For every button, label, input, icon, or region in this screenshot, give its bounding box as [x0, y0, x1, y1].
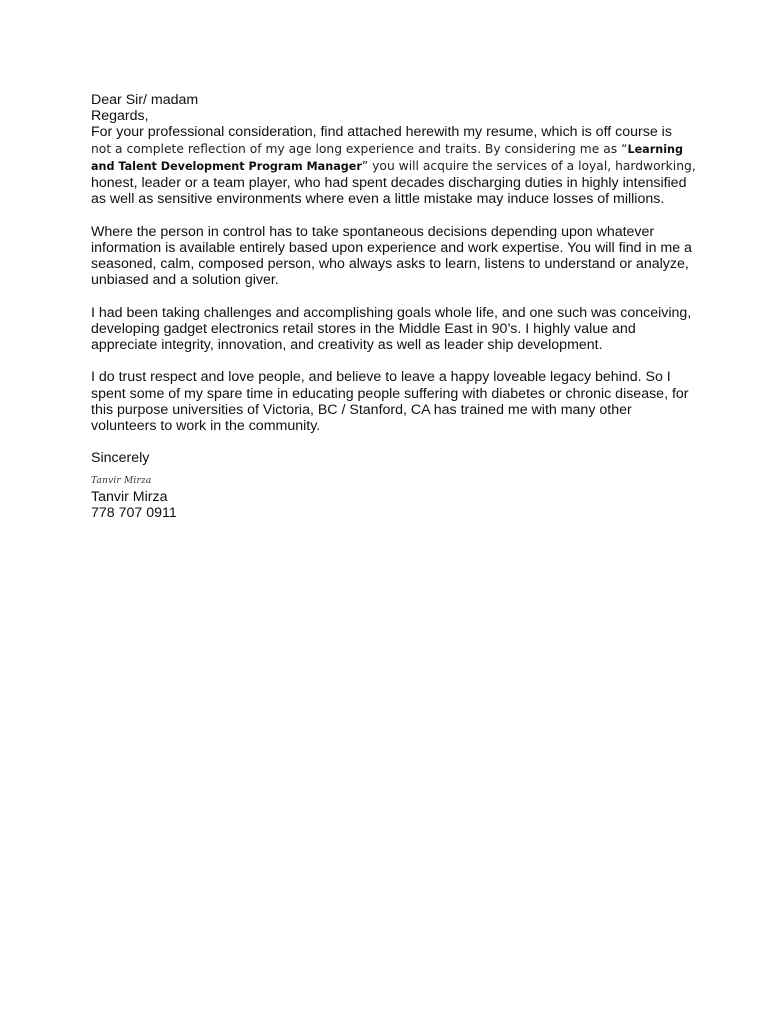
paragraph-1-line-3-alt: ” you will acquire the services of a loyal, hardworking, — [361, 158, 696, 173]
handwritten-signature: Tanvir Mirza — [91, 475, 152, 486]
paragraph-gap — [91, 353, 691, 369]
sender-phone: 778 707 0911 — [91, 504, 177, 521]
paragraph-2-line-1: Where the person in control has to take spontaneous decisions depending upon whatever — [91, 223, 655, 240]
sender-name: Tanvir Mirza — [91, 488, 168, 505]
closing: Sincerely — [91, 450, 150, 467]
paragraph-1 — [91, 124, 696, 208]
role-title-part-2: and Talent Development Program Manager — [91, 159, 362, 173]
paragraph-2-line-3: seasoned, calm, composed person, who always asks to learn, listens to understand or analyze, — [91, 256, 689, 273]
regards-line: Regards, — [91, 108, 149, 125]
paragraph-4 — [91, 369, 691, 434]
paragraph-3-line-3: appreciate integrity, innovation, and creativity as well as leader ship development. — [91, 337, 603, 354]
paragraph-3-line-2: developing gadget electronics retail stores in the Middle East in 90’s. I highly value and — [91, 320, 636, 337]
salutation: Dear Sir/ madam — [91, 92, 199, 108]
paragraph-4-line-1: I do trust respect and love people, and believe to leave a happy loveable legacy behind. So I — [91, 369, 671, 386]
paragraph-3-line-1: I had been taking challenges and accomplishing goals whole life, and one such was conceiving, — [91, 304, 692, 321]
role-title-part-1: Learning — [627, 142, 684, 156]
paragraph-3 — [91, 305, 691, 354]
paragraph-2-line-4: unbiased and a solution giver. — [91, 272, 279, 289]
paragraph-4-line-3: this purpose universities of Victoria, BC / Stanford, CA has trained me with many other — [91, 401, 632, 418]
paragraph-1-line-2-text: not a complete reflection of my age long experience and traits. By considering me as “ — [91, 141, 628, 156]
paragraph-1-line-5: as well as sensitive environments where even a little mistake may induce losses of millions. — [91, 191, 665, 208]
paragraph-1-line-4: honest, leader or a team player, who had spent decades discharging duties in highly intensified — [91, 175, 687, 192]
paragraph-gap — [91, 434, 691, 450]
paragraph-2-line-2: information is available entirely based upon experience and work expertise. You will find in me a — [91, 239, 692, 256]
letter — [91, 92, 696, 521]
paragraph-4-line-4: volunteers to work in the community. — [91, 418, 321, 435]
paragraph-gap — [91, 288, 691, 304]
paragraph-gap — [91, 207, 691, 223]
paragraph-1-line-3 — [91, 158, 696, 175]
paragraph-1-line-2 — [91, 141, 691, 158]
paragraph-1-line-1: For your professional consideration, find attached herewith my resume, which is off course is — [91, 124, 672, 141]
paragraph-2 — [91, 224, 691, 289]
paragraph-4-line-2: spent some of my spare time in educating people suffering with diabetes or chronic disease, for — [91, 385, 689, 402]
